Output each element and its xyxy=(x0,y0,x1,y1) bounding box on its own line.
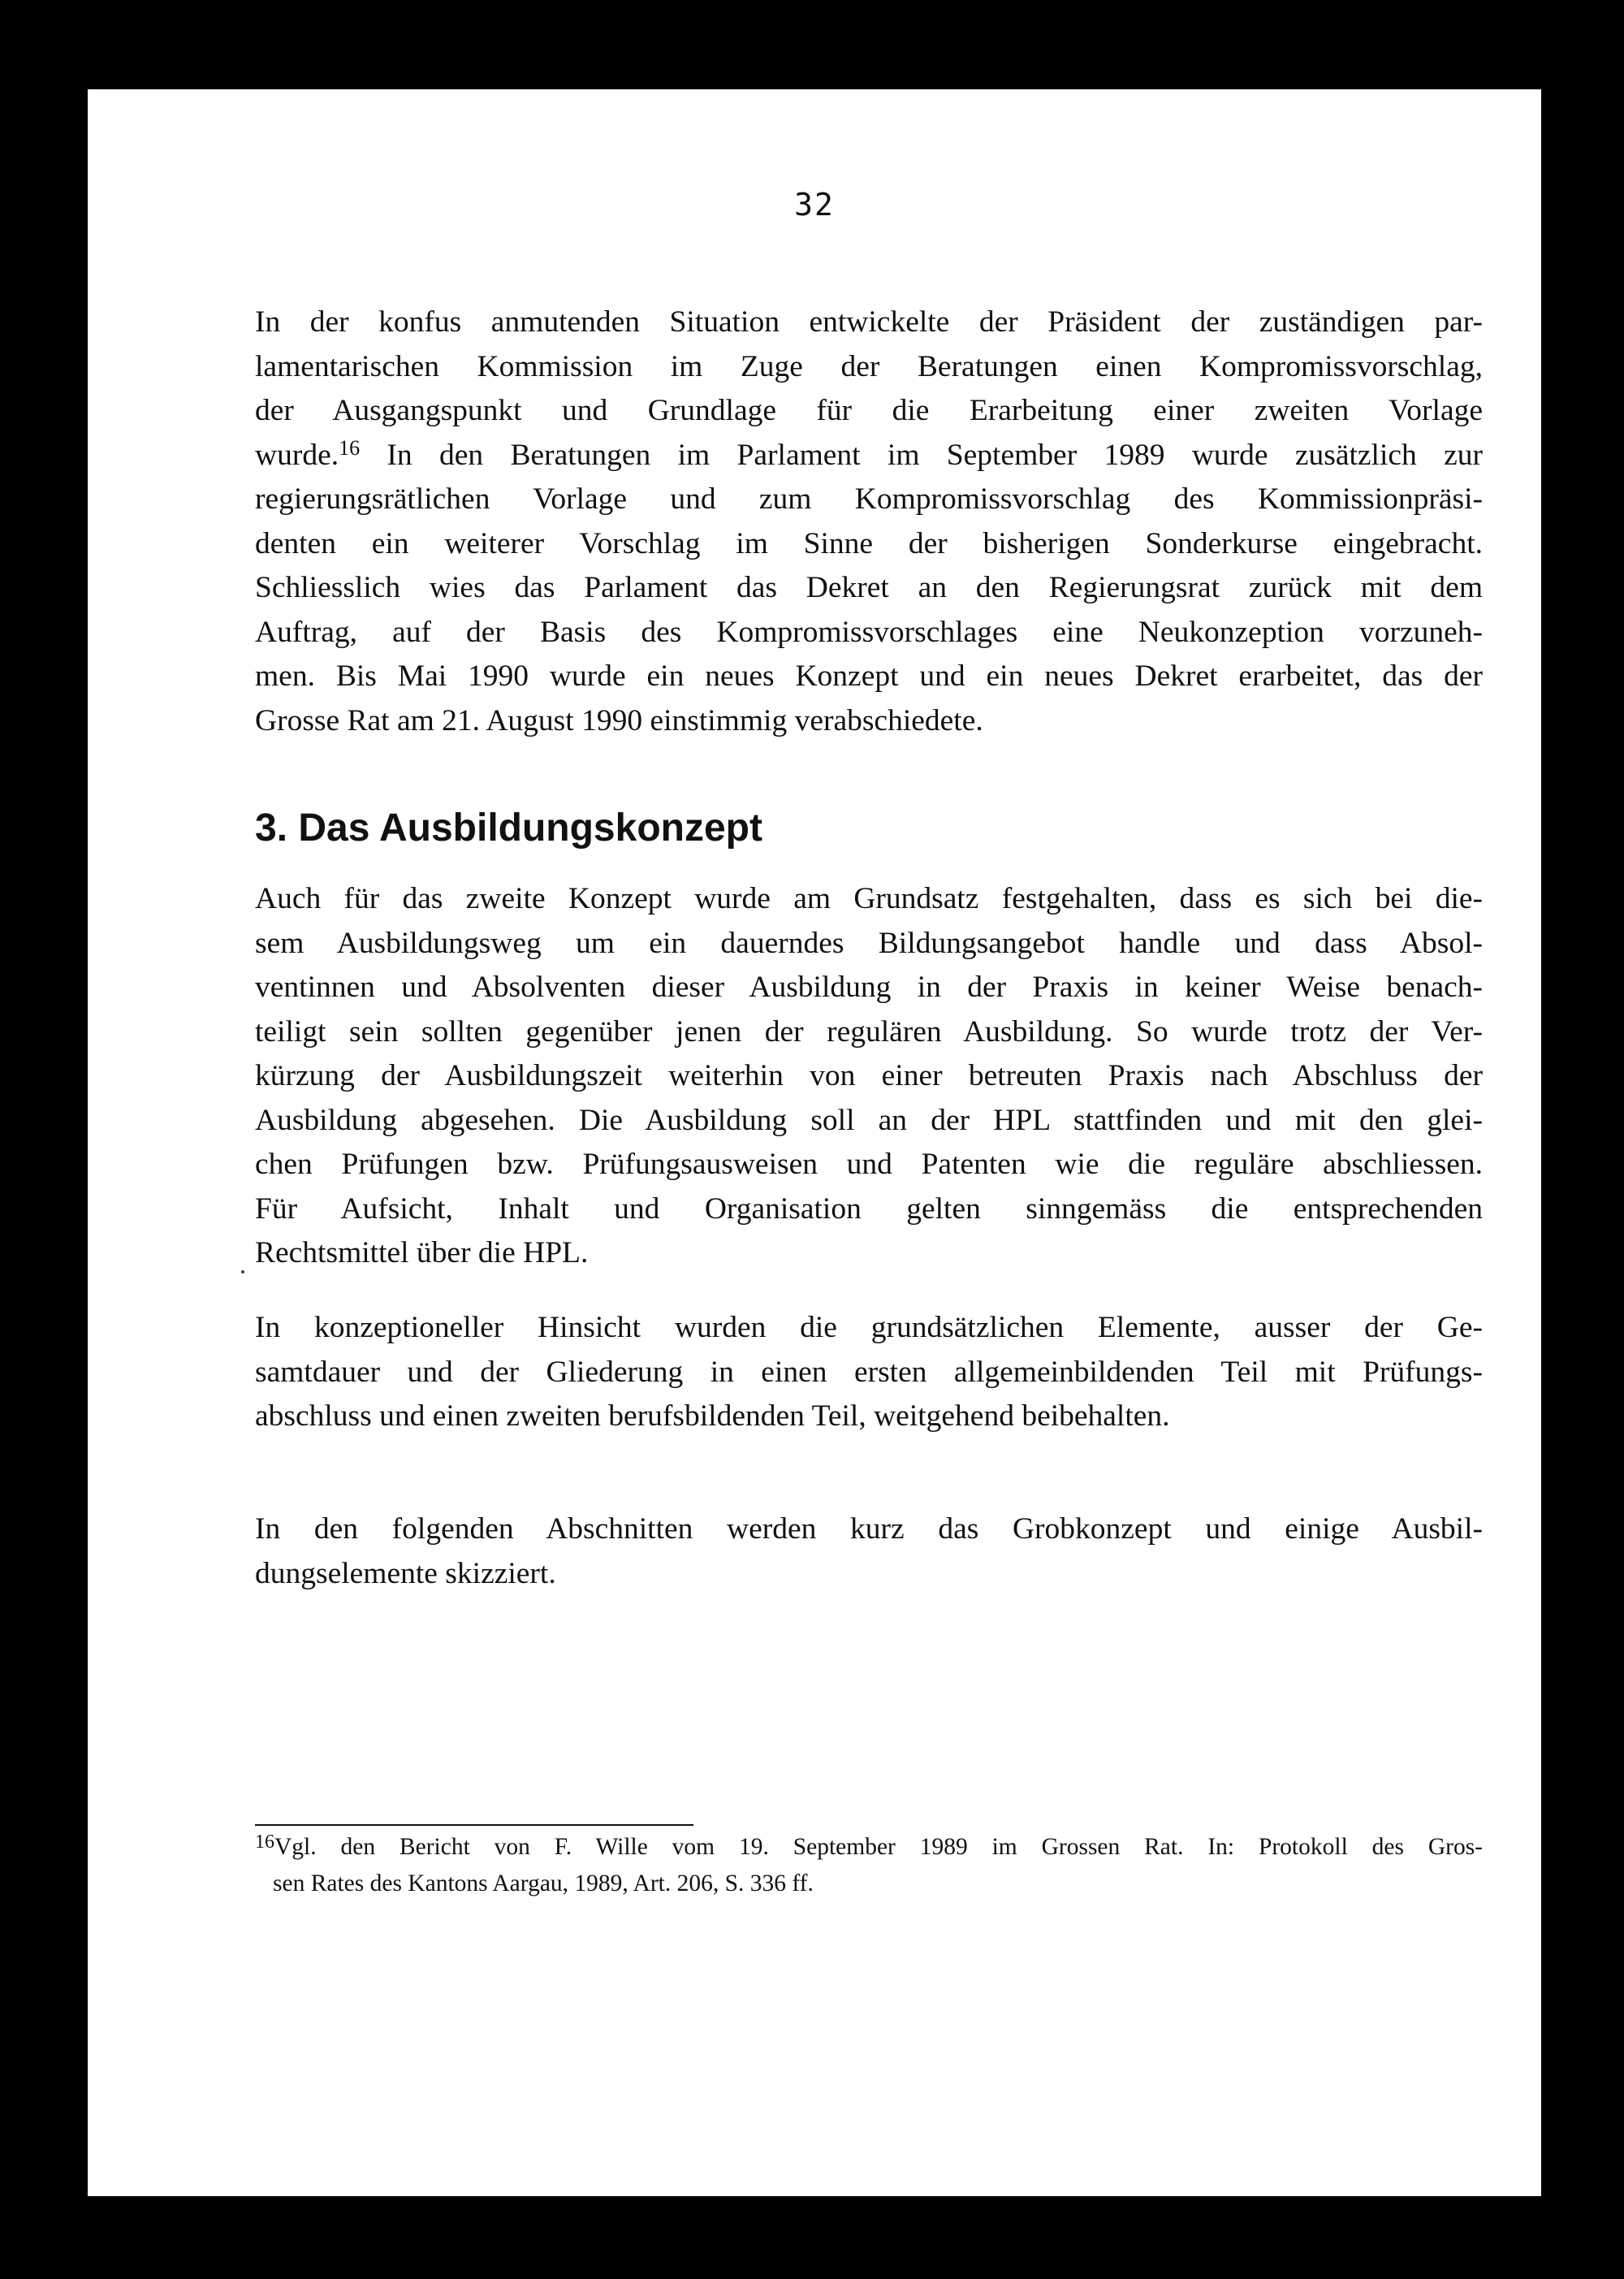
footnote-line: sen Rates des Kantons Aargau, 1989, Art. 206, S. 336 ff. xyxy=(273,1870,814,1896)
paragraph-2-line: teiligt sein sollten gegenüber jenen der regulären Ausbildung. So wurde trotz der Ver- xyxy=(255,1014,1483,1049)
paragraph-1-line-with-footnote-ref xyxy=(255,434,1483,478)
paragraph-1-line: Schliesslich wies das Parlament das Dekret an den Regierungsrat zurück mit dem xyxy=(255,571,1483,604)
document-page xyxy=(88,89,1541,2196)
paragraph-2-line: Ausbildung abgesehen. Die Ausbildung soll an der HPL stattfinden und mit den glei- xyxy=(255,1103,1483,1137)
paragraph-2-line: kürzung der Ausbildungszeit weiterhin von einer betreuten Praxis nach Abschluss der xyxy=(255,1059,1483,1092)
paragraph-2-line: chen Prüfungen bzw. Prüfungsausweisen und Patenten wie die reguläre abschliessen. xyxy=(255,1148,1483,1181)
footnote-line xyxy=(255,1829,1483,1866)
paragraph-4 xyxy=(255,1507,1483,1596)
paragraph-2 xyxy=(255,877,1483,1276)
paragraph-1 xyxy=(255,301,1483,743)
paragraph-3-line: In konzeptioneller Hinsicht wurden die grundsätzlichen Elemente, ausser der Ge- xyxy=(255,1311,1483,1344)
paragraph-2-line: Rechtsmittel über die HPL. xyxy=(255,1236,589,1269)
footnote-reference: 16 xyxy=(339,435,361,460)
footnote xyxy=(255,1829,1483,1902)
paragraph-4-line: In den folgenden Abschnitten werden kurz das Grobkonzept und einige Ausbil- xyxy=(255,1512,1483,1546)
scan-speck xyxy=(241,1270,244,1274)
paragraph-1-text: In den Beratungen im Parlament im September 1989 wurde zusätzlich zur xyxy=(360,438,1483,472)
paragraph-2-line: Auch für das zweite Konzept wurde am Grundsatz festgehalten, dass es sich bei die- xyxy=(255,882,1483,915)
paragraph-2-line: ventinnen und Absolventen dieser Ausbildung in der Praxis in keiner Weise benach- xyxy=(255,971,1483,1004)
paragraph-3-line: samtdauer und der Gliederung in einen ersten allgemeinbildenden Teil mit Prüfungs- xyxy=(255,1355,1483,1389)
footnote-marker: 16 xyxy=(255,1831,274,1853)
paragraph-1-text: wurde. xyxy=(255,438,339,472)
paragraph-1-line: regierungsrätlichen Vorlage und zum Kompromissvorschlag des Kommissionpräsi- xyxy=(255,482,1483,516)
paragraph-4-line: dungselemente skizziert. xyxy=(255,1556,556,1590)
footnote-separator xyxy=(255,1824,693,1826)
page-number: 32 xyxy=(794,187,835,223)
paragraph-3 xyxy=(255,1306,1483,1439)
paragraph-2-line: sem Ausbildungsweg um ein dauerndes Bildungsangebot handle und dass Absol- xyxy=(255,926,1483,960)
paragraph-1-line: lamentarischen Kommission im Zuge der Beratungen einen Kompromissvorschlag, xyxy=(255,349,1483,383)
paragraph-1-line: men. Bis Mai 1990 wurde ein neues Konzept und ein neues Dekret erarbeitet, das der xyxy=(255,659,1483,693)
paragraph-1-line: In der konfus anmutenden Situation entwickelte der Präsident der zuständigen par- xyxy=(255,305,1483,339)
paragraph-1-line: denten ein weiterer Vorschlag im Sinne der bisherigen Sonderkurse eingebracht. xyxy=(255,526,1483,560)
section-heading: 3. Das Ausbildungskonzept xyxy=(255,807,762,850)
paragraph-1-line: der Ausgangspunkt und Grundlage für die Erarbeitung einer zweiten Vorlage xyxy=(255,394,1483,427)
footnote-text: Vgl. den Bericht von F. Wille vom 19. September 1989 im Grossen Rat. In: Protokoll des Gros- xyxy=(274,1834,1483,1860)
paragraph-1-line: Grosse Rat am 21. August 1990 einstimmig verabschiedete. xyxy=(255,703,983,737)
paragraph-2-line: Für Aufsicht, Inhalt und Organisation gelten sinngemäss die entsprechenden xyxy=(255,1191,1483,1226)
paragraph-3-line: abschluss und einen zweiten berufsbildenden Teil, weitgehend beibehalten. xyxy=(255,1399,1170,1433)
paragraph-1-line: Auftrag, auf der Basis des Kompromissvorschlages eine Neukonzeption vorzuneh- xyxy=(255,615,1483,649)
